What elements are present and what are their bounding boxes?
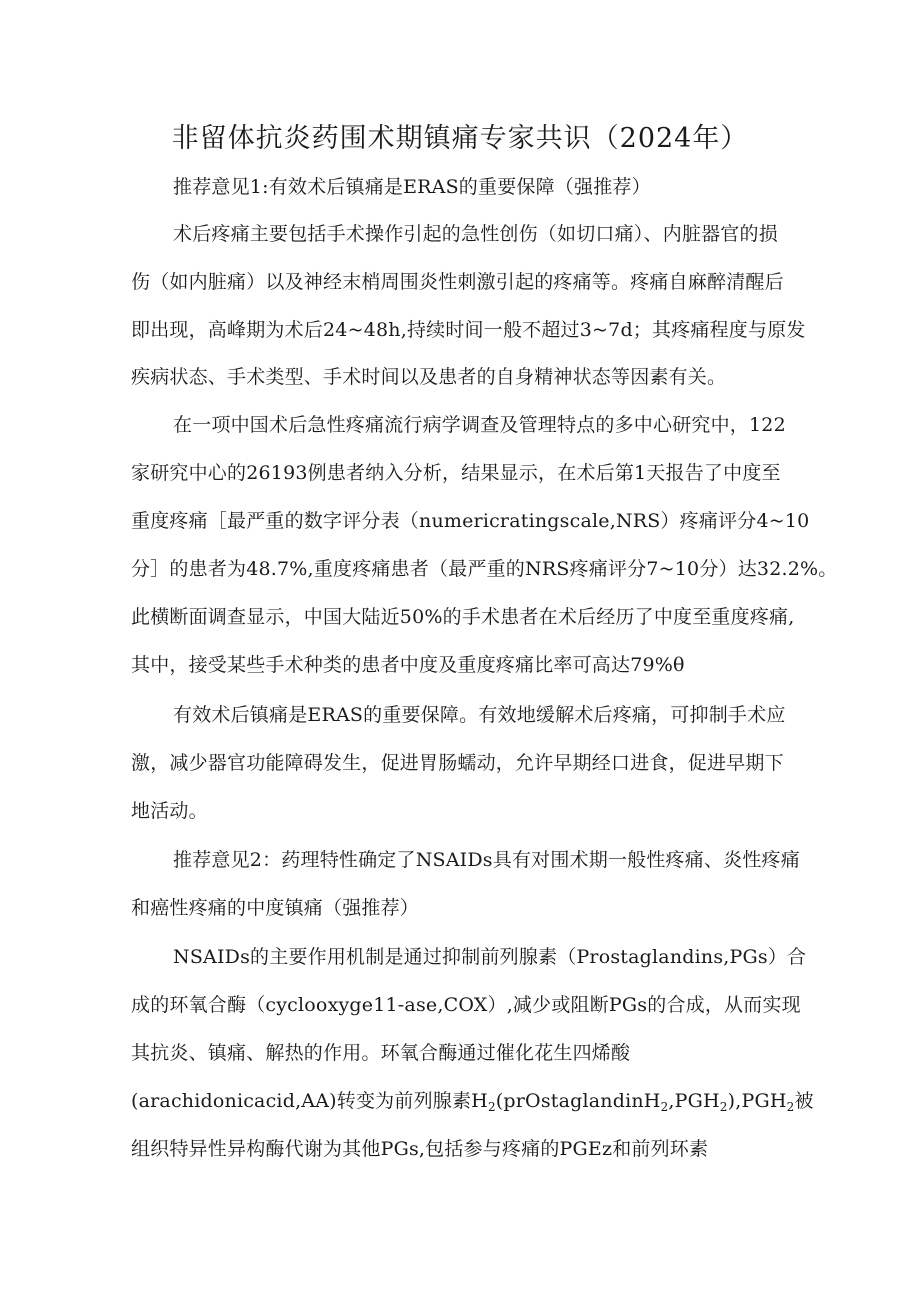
paragraph-line: 疾病状态、手术类型、手术时间以及患者的自身精神状态等因素有关。 — [131, 366, 727, 388]
paragraph-line: 在一项中国术后急性疼痛流行病学调查及管理特点的多中心研究中，122 — [173, 414, 786, 436]
paragraph-line: 其中，接受某些手术种类的患者中度及重度疼痛比率可高达79%θ — [131, 654, 685, 676]
paragraph-line: 即出现，高峰期为术后24~48h,持续时间一般不超过3~7d；其疼痛程度与原发 — [131, 319, 806, 341]
text-run: (prOstaglandinH — [495, 1090, 661, 1112]
paragraph-line: 家研究中心的26193例患者纳入分析，结果显示，在术后第1天报告了中度至 — [131, 462, 781, 484]
paragraph-line: 其抗炎、镇痛、解热的作用。环氧合酶通过催化花生四烯酸 — [131, 1042, 631, 1064]
recommendation-2-heading: 推荐意见2：药理特性确定了NSAIDs具有对围术期一般性疼痛、炎性疼痛 — [173, 849, 800, 871]
paragraph-line: 伤（如内脏痛）以及神经末梢周围炎性刺激引起的疼痛等。疼痛自麻醉清醒后 — [131, 271, 784, 293]
paragraph-line: 此横断面调查显示，中国大陆近50%的手术患者在术后经历了中度至重度疼痛, — [131, 606, 795, 628]
paragraph-line: 术后疼痛主要包括手术操作引起的急性创伤（如切口痛）、内脏器官的损 — [173, 223, 778, 245]
paragraph-line-with-subscripts — [131, 1087, 814, 1115]
recommendation-1-heading: 推荐意见1:有效术后镇痛是ERAS的重要保障（强推荐） — [173, 176, 651, 198]
recommendation-2-heading-cont: 和癌性疼痛的中度镇痛（强推荐） — [131, 897, 420, 919]
paragraph-line: 重度疼痛［最严重的数字评分表（numericratingscale,NRS）疼痛评分4~10 — [131, 510, 810, 532]
text-run: (arachidonicacid,AA)转变为前列腺素H — [131, 1090, 488, 1112]
subscript: 2 — [487, 1100, 496, 1114]
paragraph-line: 分］的患者为48.7%,重度疼痛患者（最严重的NRS疼痛评分7~10分）达32.2%。 — [131, 558, 838, 580]
subscript: 2 — [660, 1100, 669, 1114]
paragraph-line: 组织特异性异构酶代谢为其他PGs,包括参与疼痛的PGEz和前列环素 — [131, 1138, 709, 1160]
document-title: 非留体抗炎药围术期镇痛专家共识（2024年） — [171, 123, 749, 154]
paragraph-line: 地活动。 — [131, 800, 208, 822]
paragraph-line: 激，减少器官功能障碍发生，促进胃肠蠕动，允许早期经口进食，促进早期下 — [131, 752, 784, 774]
paragraph-line: NSAIDs的主要作用机制是通过抑制前列腺素（Prostaglandins,PGs）合 — [173, 946, 807, 968]
subscript: 2 — [719, 1100, 728, 1114]
subscript: 2 — [786, 1100, 795, 1114]
text-run: ),PGH — [727, 1090, 787, 1112]
text-run: ,PGH — [668, 1090, 720, 1112]
paragraph-line: 成的环氧合酶（cyclooxyge11-ase,COX）,减少或阻断PGs的合成，从而实现 — [131, 994, 801, 1016]
text-run: 被 — [794, 1090, 814, 1112]
paragraph-line: 有效术后镇痛是ERAS的重要保障。有效地缓解术后疼痛，可抑制手术应 — [173, 704, 786, 726]
